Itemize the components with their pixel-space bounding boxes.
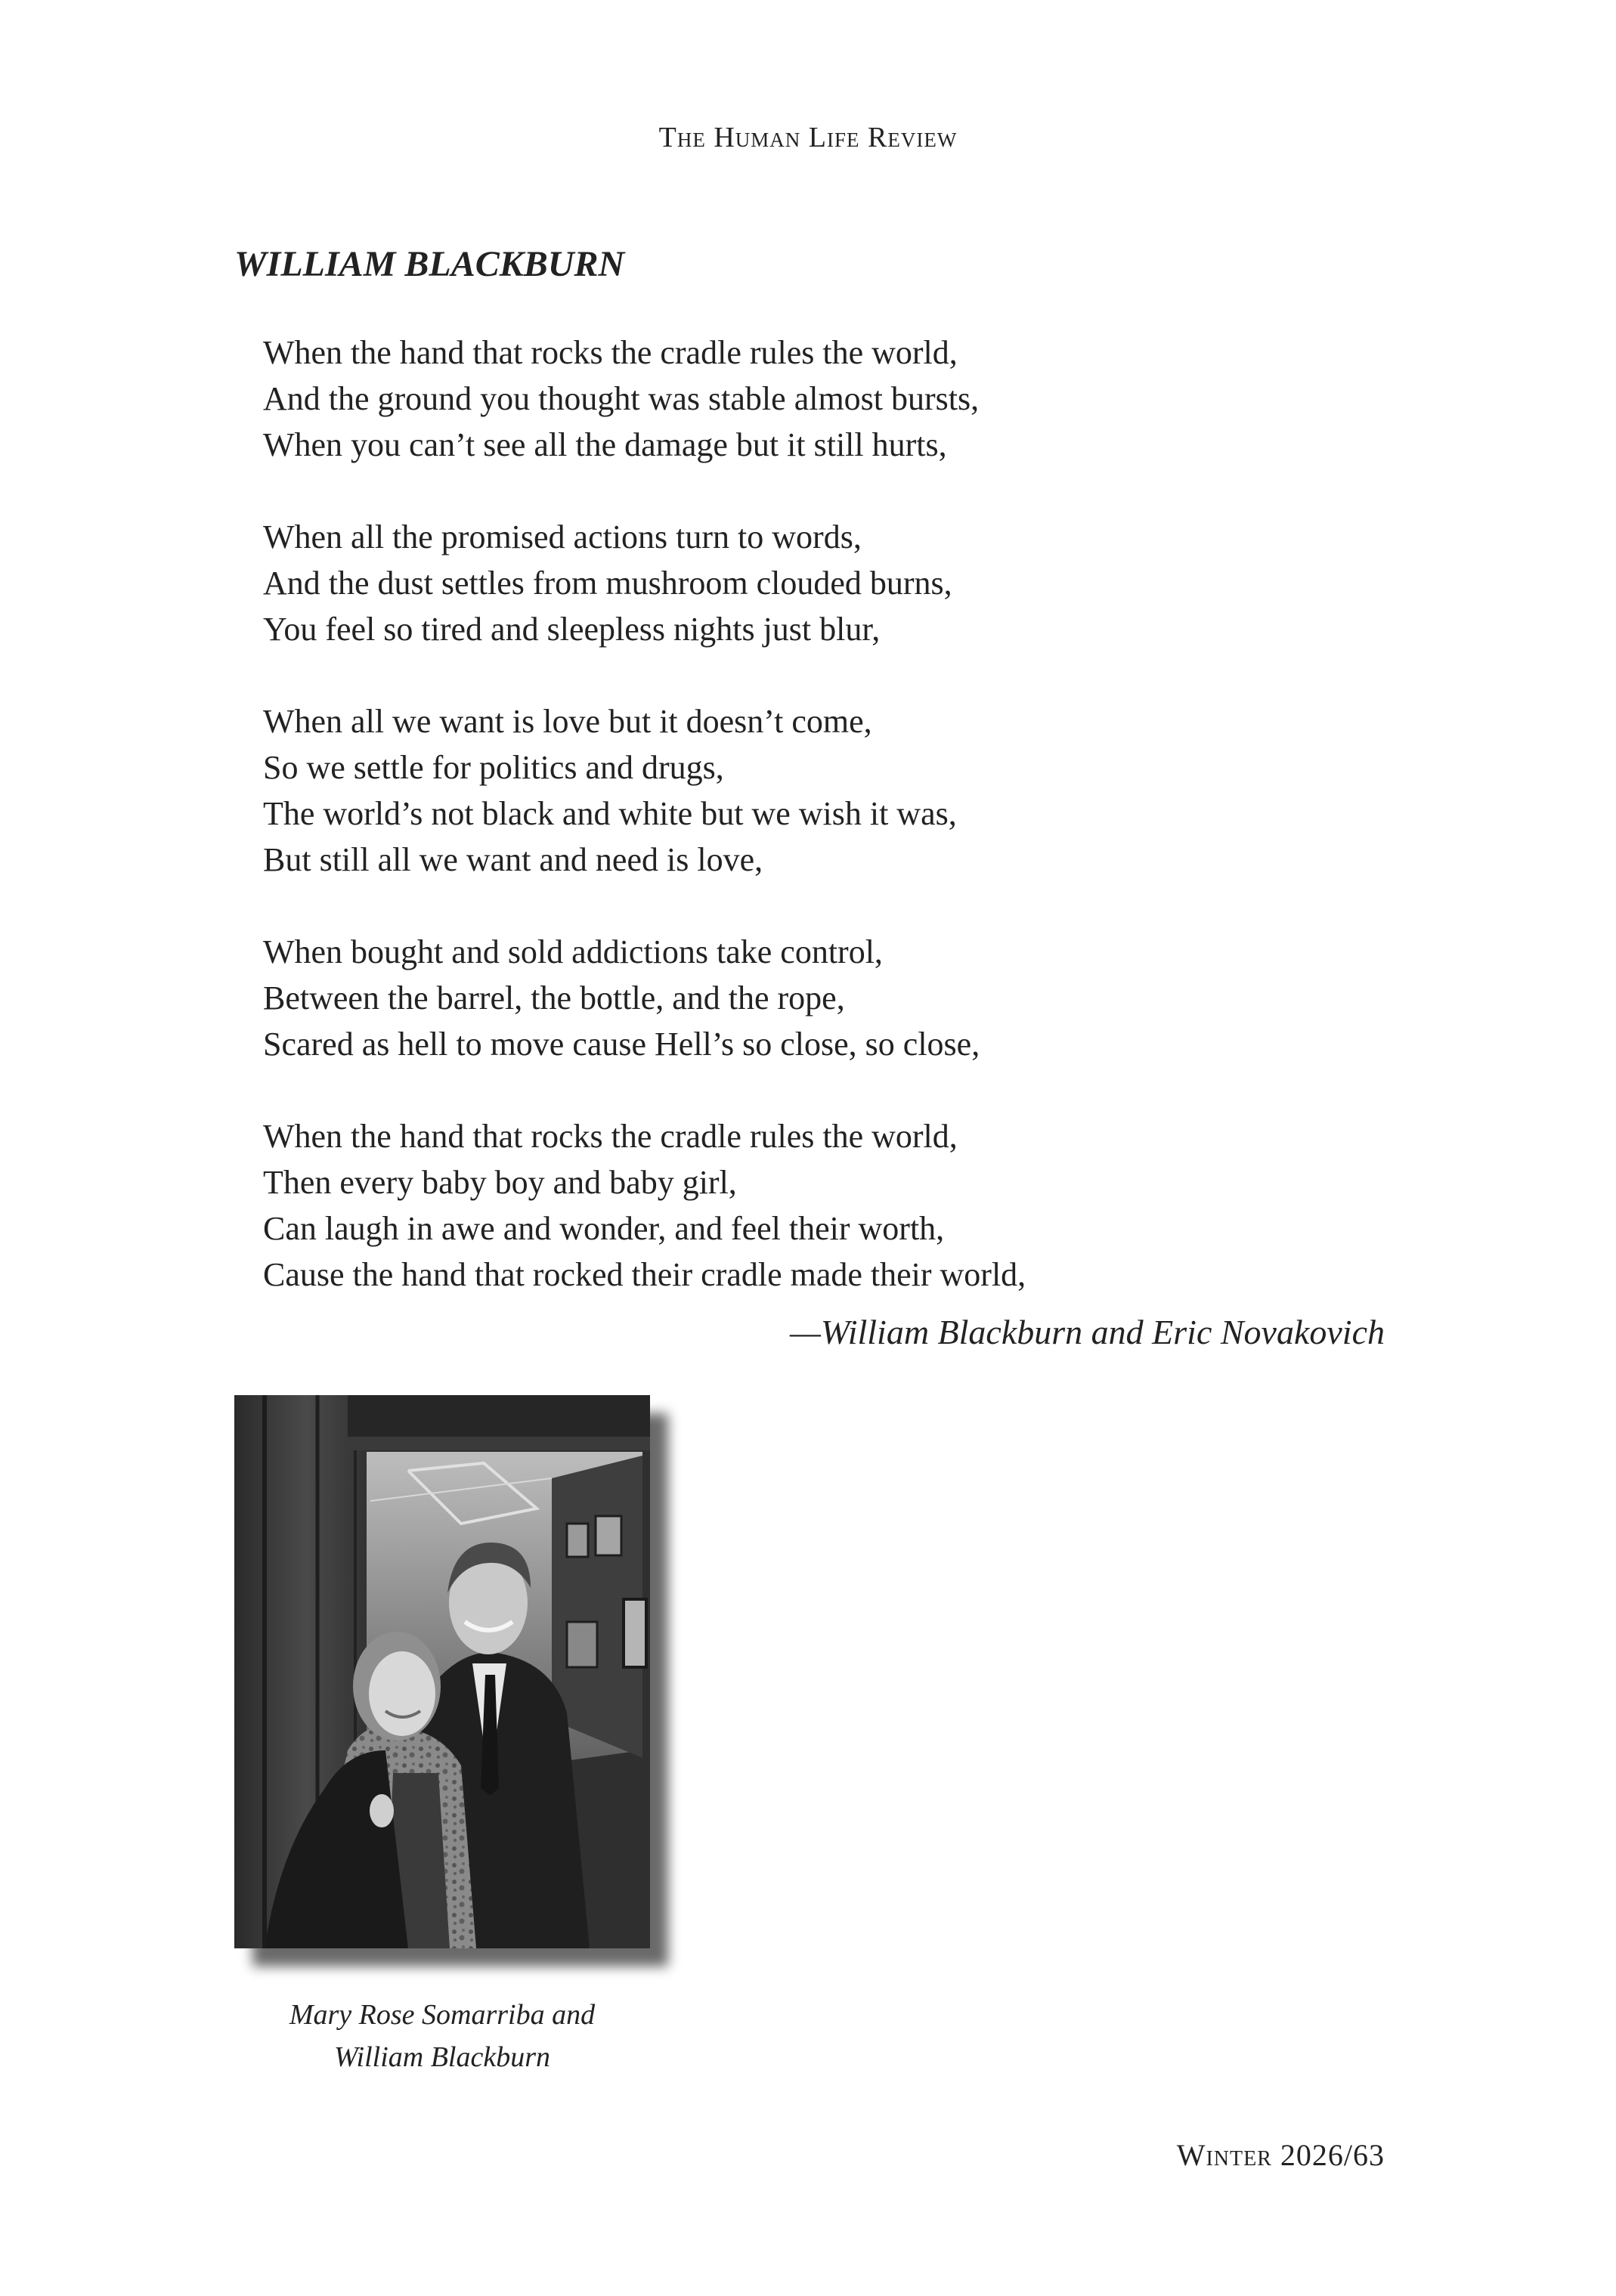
poem-line: Cause the hand that rocked their cradle made their world, xyxy=(263,1256,1026,1293)
author-heading: WILLIAM BLACKBURN xyxy=(234,244,625,284)
attribution: —William Blackburn and Eric Novakovich xyxy=(790,1313,1385,1351)
poem-line: Then every baby boy and baby girl, xyxy=(263,1164,737,1201)
stanza-3 xyxy=(263,698,1510,883)
poem-line: You feel so tired and sleepless nights just blur, xyxy=(263,611,881,648)
stanza-1 xyxy=(263,330,1510,468)
poem-line: Scared as hell to move cause Hell’s so close, so close, xyxy=(263,1026,980,1063)
poem xyxy=(263,330,1510,1344)
poem-line: When the hand that rocks the cradle rules the world, xyxy=(263,1118,958,1155)
poem-line: And the dust settles from mushroom clouded burns, xyxy=(263,565,952,602)
stanza-2 xyxy=(263,514,1510,652)
poem-line: When all the promised actions turn to words, xyxy=(263,518,862,555)
stanza-4 xyxy=(263,929,1510,1067)
photo-caption xyxy=(234,1994,650,2078)
poem-line: When the hand that rocks the cradle rules the world, xyxy=(263,334,958,371)
poem-line: And the ground you thought was stable almost bursts, xyxy=(263,380,980,417)
photo xyxy=(234,1395,650,1948)
poem-line: So we settle for politics and drugs, xyxy=(263,749,724,786)
running-footer: Winter 2026/63 xyxy=(1176,2138,1385,2172)
poem-line: When all we want is love but it doesn’t come, xyxy=(263,703,872,740)
poem-line: But still all we want and need is love, xyxy=(263,841,763,878)
poem-line: When you can’t see all the damage but it still hurts, xyxy=(263,426,947,463)
caption-line: William Blackburn xyxy=(333,2041,551,2073)
poem-line: Between the barrel, the bottle, and the rope, xyxy=(263,979,845,1016)
poem-line: Can laugh in awe and wonder, and feel their worth, xyxy=(263,1210,945,1247)
photo-frame xyxy=(234,1395,650,1948)
stanza-5 xyxy=(263,1113,1510,1298)
running-header: The Human Life Review xyxy=(658,122,958,153)
caption-line: Mary Rose Somarriba and xyxy=(289,1999,596,2031)
poem-line: The world’s not black and white but we wish it was, xyxy=(263,795,957,832)
poem-line: When bought and sold addictions take control, xyxy=(263,933,883,970)
